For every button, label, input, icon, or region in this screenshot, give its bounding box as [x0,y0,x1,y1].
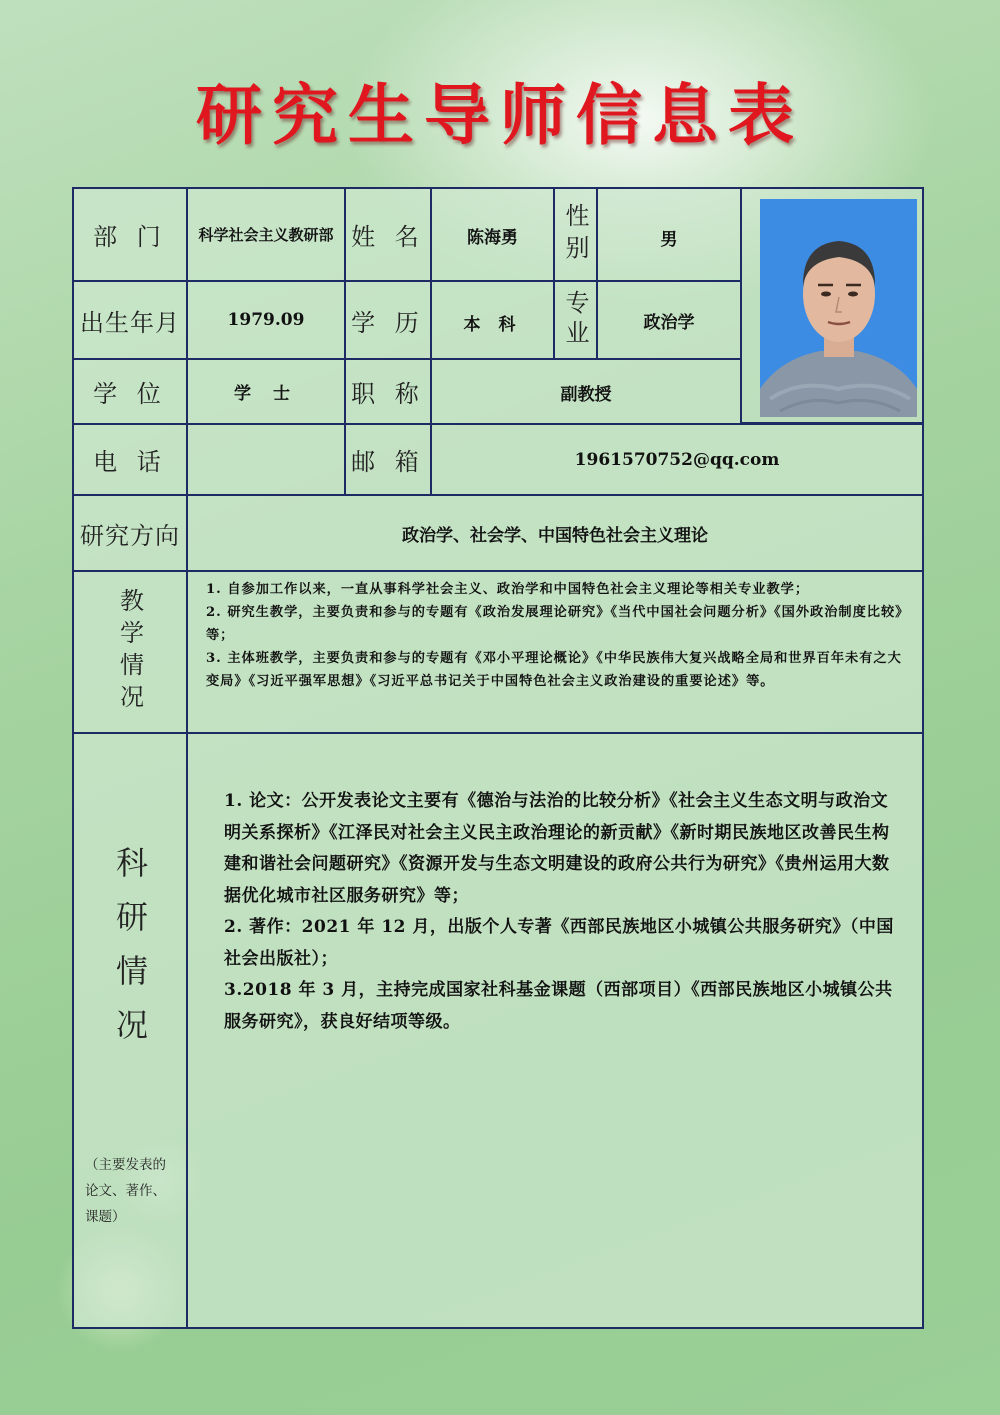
title-value: 副教授 [560,385,612,405]
title-label: 职 称 [351,380,425,408]
gender-label: 性别 [561,202,589,267]
department-value: 科学社会主义教研部 [198,226,334,244]
education-value: 本 科 [463,315,522,335]
teaching-list [188,572,922,693]
direction-label: 研究方向 [80,521,180,550]
research-label-cell [72,732,188,1329]
phone-value-cell [186,423,346,496]
birth-value: 1979.09 [227,310,305,330]
degree-value: 学 士 [234,384,298,404]
direction-value-cell [186,494,924,572]
major-label-cell [553,280,598,360]
birth-label-cell [72,280,188,360]
name-label: 姓 名 [351,223,425,251]
department-label: 部 门 [93,223,167,251]
name-value: 陈海勇 [467,228,518,248]
research-item: 3.2018 年 3 月，主持完成国家社科基金课题（西部项目）《西部民族地区小城镇公共服务研究》，获良好结项等级。 [224,980,893,1032]
research-item: 2. 著作：2021 年 12 月，出版个人专著《西部民族地区小城镇公共服务研究》（中国社会出版社）； [224,917,894,969]
teaching-label-cell [72,570,188,734]
research-label: 科研情况 [111,846,149,1062]
research-item: 1. 论文：公开发表论文主要有《德治与法治的比较分析》《社会主义生态文明与政治文明关系探析》《江泽民对社会主义民主政治理论的新贡献》《新时期民族地区改善民生构建和谐社会问题研究》《资源开发与生态文明建设的政府公共行为研究》《贵州运用大数据优化城市社区服务研究》等； [224,791,890,906]
education-label-cell [344,280,432,360]
major-label: 专业 [561,290,589,350]
degree-label: 学 位 [93,380,167,408]
teaching-content-cell [186,570,924,734]
name-label-cell [344,187,432,282]
degree-value-cell [186,358,346,425]
phone-label: 电 话 [93,448,167,476]
name-value-cell [430,187,555,282]
gender-value-cell [596,187,742,282]
research-content-cell [186,732,924,1329]
education-label: 学 历 [351,308,425,337]
department-value-cell [186,187,346,282]
gender-label-cell [553,187,598,282]
department-label-cell [72,187,188,282]
phone-label-cell [72,423,188,496]
teaching-label: 教学情况 [115,588,144,716]
portrait-photo [760,199,917,417]
email-label-cell [344,423,432,496]
teaching-item: 2. 研究生教学，主要负责和参与的专题有《政治发展理论研究》《当代中国社会问题分析》《国外政治制度比较》等； [206,605,903,643]
birth-value-cell [186,280,346,360]
major-value: 政治学 [643,312,695,333]
email-label: 邮 箱 [351,448,425,476]
email-value: 1961570752@qq.com [574,449,780,470]
education-value-cell [430,280,555,360]
email-value-cell [430,423,924,496]
gender-value: 男 [660,230,678,250]
portrait-image [760,199,917,417]
major-value-cell [596,280,742,360]
research-list [188,734,922,1038]
direction-value: 政治学、社会学、中国特色社会主义理论 [402,525,708,546]
page-title: 研究生导师信息表 [196,77,804,154]
birth-label: 出生年月 [80,308,180,337]
degree-label-cell [72,358,188,425]
title-value-cell [430,358,742,425]
research-note: （主要发表的论文、著作、课题） [85,1157,166,1225]
title-label-cell [344,358,432,425]
teaching-item: 1. 自参加工作以来，一直从事科学社会主义、政治学和中国特色社会主义理论等相关专业教学； [206,582,810,597]
teaching-item: 3. 主体班教学，主要负责和参与的专题有《邓小平理论概论》《中华民族伟大复兴战略全局和世界百年未有之大变局》《习近平强军思想》《习近平总书记关于中国特色社会主义政治建设的重要论述》等。 [206,651,902,689]
direction-label-cell [72,494,188,572]
